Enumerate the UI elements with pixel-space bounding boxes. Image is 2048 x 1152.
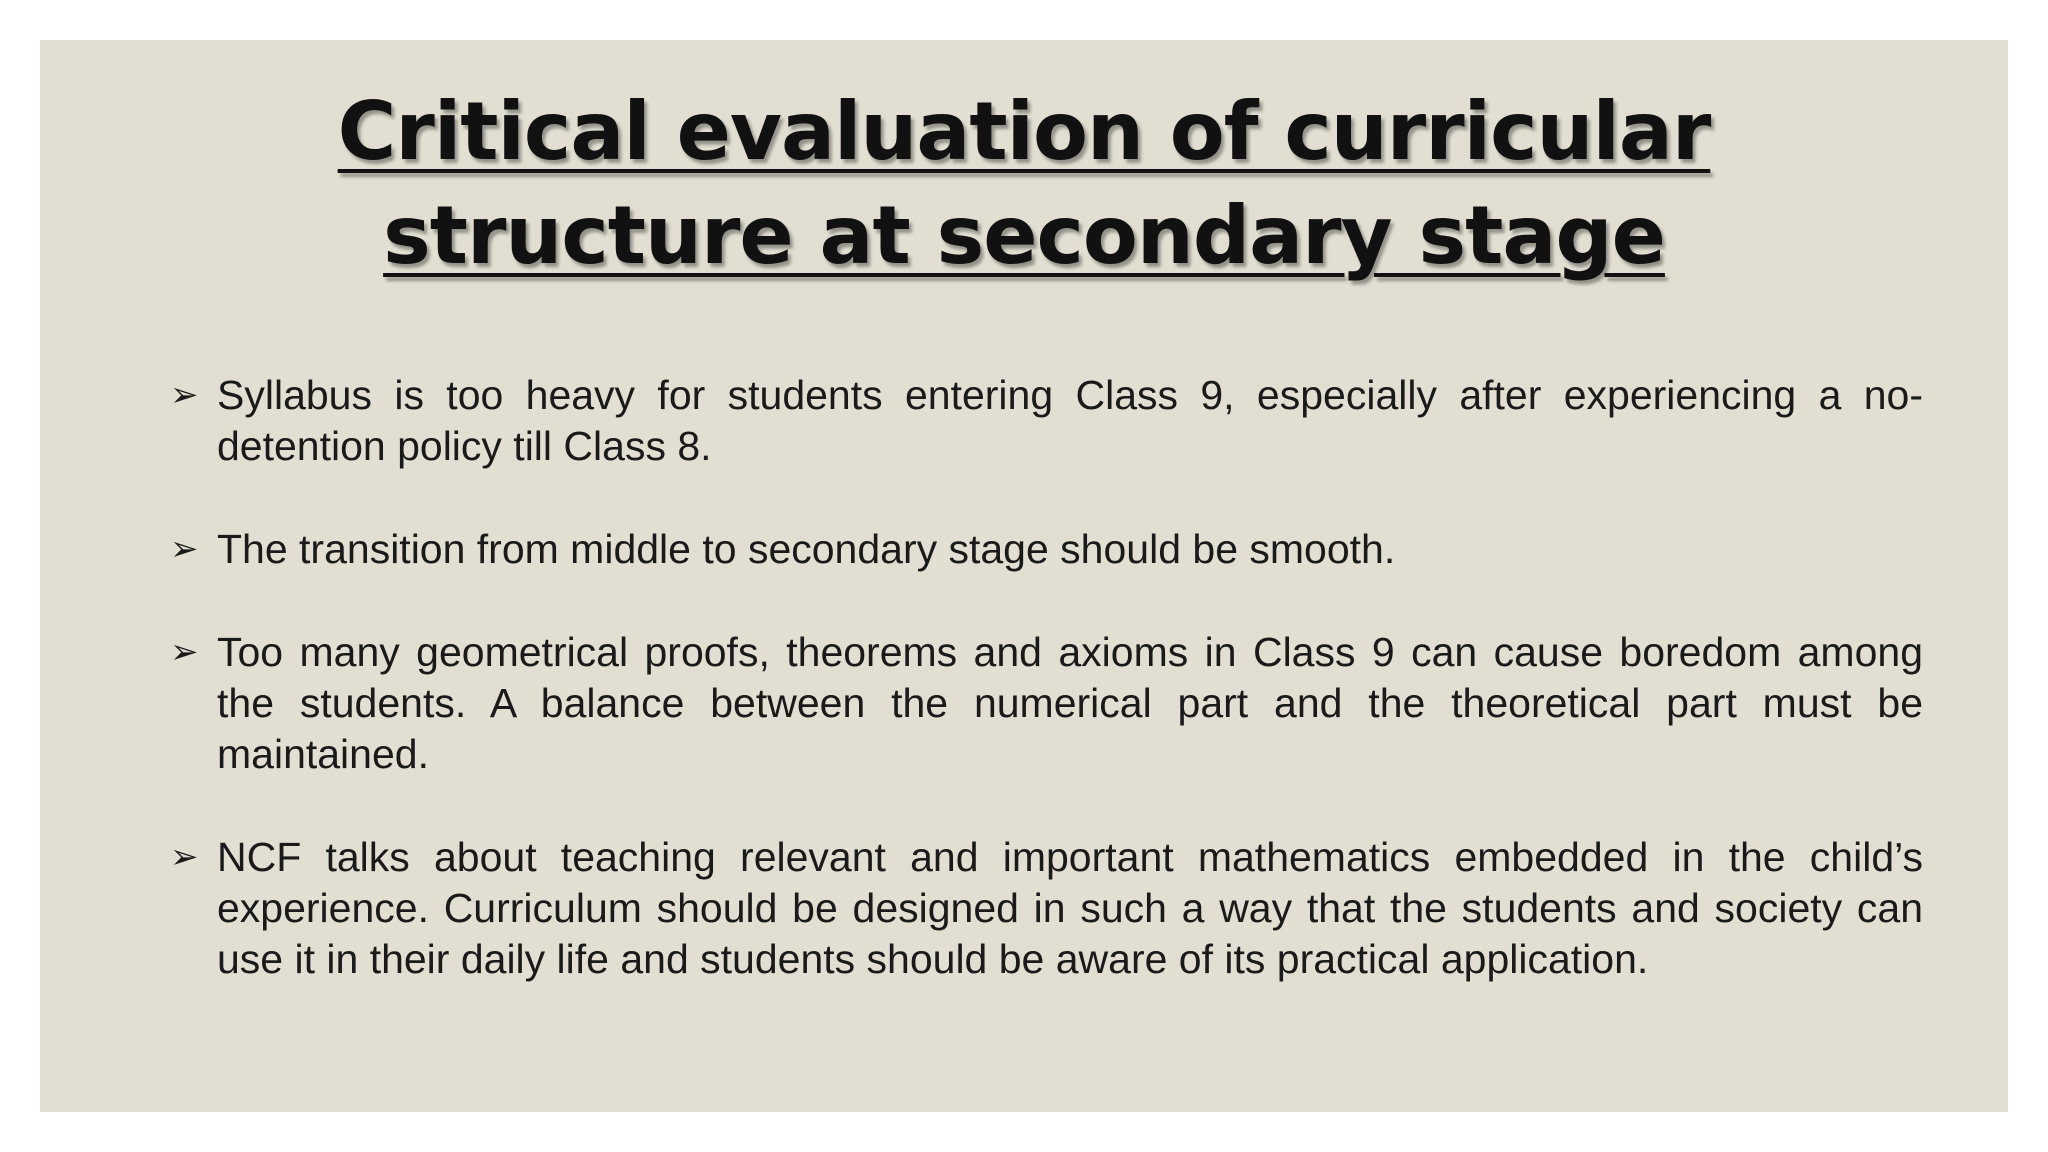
- slide-title-line-1: Critical evaluation of curricular: [337, 85, 1711, 178]
- arrowhead-bullet-icon: ➢: [170, 375, 199, 415]
- bullet-text-2: The transition from middle to secondary stage should be smooth.: [217, 526, 1396, 572]
- bullet-text-1: Syllabus is too heavy for students entering Class 9, especially after experiencing a no-detention policy till Class 8.: [217, 372, 1923, 469]
- slide: [40, 40, 2008, 1112]
- bullet-item-4: [170, 832, 1923, 985]
- slide-title-line-2: structure at secondary stage: [383, 189, 1665, 282]
- arrowhead-bullet-icon: ➢: [170, 837, 199, 877]
- arrowhead-bullet-icon: ➢: [170, 632, 199, 672]
- bullet-text-3: Too many geometrical proofs, theorems and axioms in Class 9 can cause boredom among the students. A balance between the numerical part and the theoretical part must be maintained.: [217, 629, 1923, 777]
- bullet-item-3: [170, 627, 1923, 780]
- bullet-list: [170, 370, 1923, 1037]
- bullet-item-2: [170, 524, 1923, 575]
- bullet-text-4: NCF talks about teaching relevant and important mathematics embedded in the child’s experience. Curriculum should be designed in such a way that the students and society can use it in their daily life and students should be aware of its practical application.: [217, 834, 1923, 982]
- slide-title: [40, 80, 2008, 288]
- bullet-item-1: [170, 370, 1923, 472]
- arrowhead-bullet-icon: ➢: [170, 529, 199, 569]
